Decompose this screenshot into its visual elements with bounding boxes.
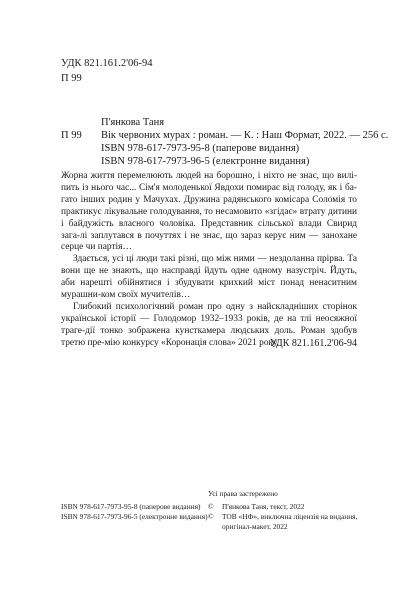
copyright-text: ТОВ «НФ», виключна ліцензія на видання,: [222, 512, 358, 521]
author-index-side: П 99: [61, 130, 82, 141]
annotation: [61, 171, 357, 350]
copyright-line: [208, 522, 288, 532]
rights-reserved: Усі права застережено: [208, 489, 278, 498]
isbn-paper-footer: ISBN 978-617-7973-95-8 (паперове видання): [61, 502, 201, 511]
copyright-text: оригінал-макет, 2022: [222, 522, 288, 531]
annotation-paragraph: Жорна життя перемелюють людей на борошно, і ніхто не знає, що вилі-пить із нього час... Сім'я молоденької Явдохи помирає від голоду, як і ба-гато інших родин у Мачухах. Дружина радянського комісара Соломія то практикує лікувальне голодування, то несамовито «згідає» втрату дитини і байдужість власного чоловіка. Представник сільської влади Свирид зага-лі заплутався в почуттях і не знає, що зараз керує ним — занохане серце чи партія…: [61, 171, 357, 253]
udk-code-top: УДК 821.161.2'06-94: [61, 58, 153, 69]
isbn-electronic-footer: ISBN 978-617-7973-96-5 (електронне видання): [61, 512, 208, 522]
isbn-footer: [61, 502, 208, 522]
annotation-paragraph: Здається, усі ці люди такі різні, що між ними — нездоланна прірва. Та вони ще не знають, що насправді йдуть одне одному назустріч. Йдуть, аби нарешті обійнятися і збудувати крихкий міст понад ненаситним мурашни-ком своїх мучителів…: [61, 254, 357, 301]
copyright-line: [208, 512, 357, 522]
author-index-top: П 99: [61, 73, 82, 84]
bibliographic-description: Вік червоних мурах : роман. — К. : Наш Формат, 2022. — 256 с.: [101, 130, 389, 141]
udk-code-bottom: УДК 821.161.2'06-94: [269, 338, 357, 349]
author-name: П'янкова Таня: [101, 117, 165, 128]
bibliographic-entry: [101, 130, 401, 168]
annotation-paragraph: Глибокий психологічний роман про одну з найскладніших сторінок української історії — Голодомор 1932–1933 років, де на тлі неосяжної траге-дії тонко зображена кунсткамера людських доль. Роман здобув третю пре-мію конкурсу «Коронація слова» 2021 року.: [61, 301, 357, 348]
copyright-symbol: ©: [208, 512, 214, 521]
copyright-line: [208, 502, 304, 512]
isbn-paper: ISBN 978-617-7973-95-8 (паперове видання): [101, 142, 300, 154]
isbn-electronic: ISBN 978-617-7973-96-5 (електронне видання): [101, 155, 310, 167]
copyright-text: П'янкова Таня, текст, 2022: [222, 502, 305, 511]
copyright-symbol: ©: [208, 502, 214, 511]
